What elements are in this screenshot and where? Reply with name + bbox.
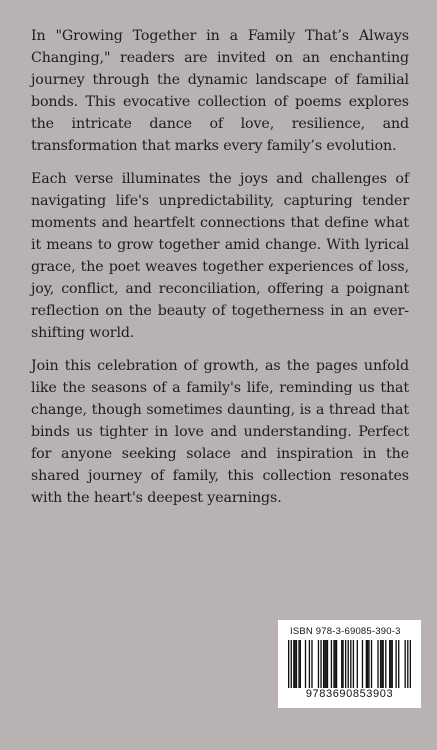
barcode-bar xyxy=(398,640,399,688)
barcode-bar xyxy=(383,640,384,688)
barcode-bar xyxy=(350,640,351,688)
barcode-bar xyxy=(323,640,324,688)
barcode-bar xyxy=(395,640,396,688)
barcode-bar xyxy=(392,640,393,688)
barcode-bar xyxy=(333,640,334,688)
barcode-bar xyxy=(311,640,312,688)
barcode-bar xyxy=(326,640,327,688)
barcode-bar xyxy=(353,640,354,688)
barcode-digits: 9783690853903 xyxy=(305,688,394,700)
barcode-bar xyxy=(318,640,319,688)
barcode-bar xyxy=(390,640,391,688)
barcode-bar xyxy=(296,640,297,688)
barcode-bar xyxy=(327,640,328,688)
barcode-bar xyxy=(335,640,336,688)
barcode-bar xyxy=(380,640,381,688)
barcode-bar xyxy=(298,640,299,688)
barcode-bar xyxy=(291,640,292,688)
isbn-label: ISBN 978-3-69085-390-3 xyxy=(290,626,401,637)
barcode-bar xyxy=(389,640,390,688)
barcode-bar xyxy=(357,640,358,688)
barcode-bar xyxy=(320,640,321,688)
barcode-bar xyxy=(341,640,342,688)
barcode-bar xyxy=(288,640,289,688)
barcode-bar xyxy=(294,640,295,688)
blurb-paragraph-2: Each verse illuminates the joys and challenges of navigating life's unpredictability, capturing tender moments and heartfelt connections that define what it means to grow together amid change. With lyrical grace, the poet weaves together experiences of loss, joy, conflict, and reconciliation, offering a poignant reflection on the beauty of togetherness in an ever-shifting world. xyxy=(31,171,409,341)
barcode-icon xyxy=(288,640,411,688)
barcode-bar xyxy=(305,640,306,688)
barcode-bar xyxy=(336,640,337,688)
barcode-bar xyxy=(331,640,332,688)
barcode-bar xyxy=(368,640,369,688)
barcode-bar xyxy=(342,640,343,688)
barcode-bar xyxy=(405,640,406,688)
barcode-bar xyxy=(348,640,349,688)
blurb-paragraph-3: Join this celebration of growth, as the pages unfold like the seasons of a family's life, reminding us that change, though sometimes daunting, is a thread that binds us tighter in love and understanding. Perfect for anyone seeking solace and inspiration in the shared journey of family, this collection resonates with the heart's deepest yearnings. xyxy=(31,358,409,506)
barcode-bar xyxy=(324,640,325,688)
barcode-bar xyxy=(407,640,408,688)
barcode-bar xyxy=(367,640,368,688)
barcode-bar xyxy=(362,640,363,688)
barcode-bar xyxy=(300,640,301,688)
barcode-bar xyxy=(385,640,386,688)
barcode-bar xyxy=(410,640,411,688)
barcode-bar xyxy=(366,640,367,688)
barcode-bar xyxy=(377,640,378,688)
barcode-bar xyxy=(381,640,382,688)
isbn-barcode-box xyxy=(278,620,421,708)
barcode-bar xyxy=(371,640,372,688)
barcode-bar xyxy=(309,640,310,688)
blurb-paragraph-1: In "Growing Together in a Family That’s Always Changing," readers are invited on an enchanting journey through the dynamic landscape of familial bonds. This evocative collection of poems explores the intricate dance of love, resilience, and transformation that marks every family’s evolution. xyxy=(31,28,409,154)
barcode-bar xyxy=(293,640,294,688)
barcode-bar xyxy=(345,640,346,688)
back-cover-blurb xyxy=(31,25,409,520)
